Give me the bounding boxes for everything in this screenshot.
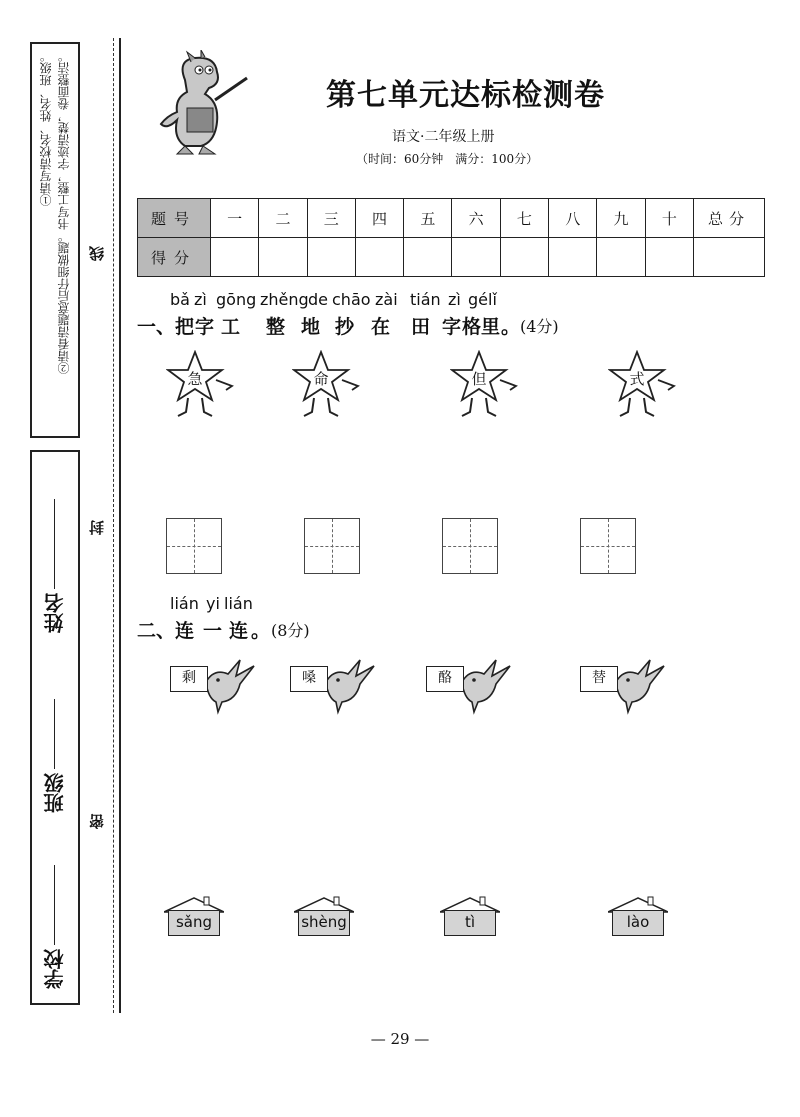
score-cell[interactable] (307, 238, 355, 277)
bird-char: 替 (580, 666, 618, 692)
title-char: 把 (175, 316, 195, 338)
title-char: 字 (195, 316, 215, 338)
score-cell[interactable] (404, 238, 452, 277)
question-col: 七 (500, 199, 548, 238)
section1-title (137, 312, 597, 338)
student-info-box (30, 450, 80, 1005)
pinyin: lǐ (488, 290, 497, 309)
title-char: 地 (301, 316, 321, 338)
title-char: 字 (442, 316, 462, 338)
house-pinyin: shèng (298, 910, 350, 936)
question-col: 四 (355, 199, 403, 238)
bird-character-card[interactable] (170, 656, 260, 716)
row-label-question: 题号 (138, 199, 211, 238)
page-number: — 29 — (370, 1030, 430, 1048)
section-number: 二、 (137, 620, 176, 642)
pinyin: chāo (332, 290, 371, 309)
class-label: 班级 (43, 773, 67, 813)
class-field[interactable] (40, 695, 69, 813)
seal-xian: 线 (88, 246, 106, 261)
section2-points: (8分) (271, 621, 310, 640)
question-col: 五 (404, 199, 452, 238)
tianzige-box[interactable] (442, 518, 498, 574)
pinyin: bǎ (170, 290, 190, 309)
pinyin: zhěng (260, 290, 309, 309)
house-pinyin: sǎng (168, 910, 220, 936)
star-character-card (450, 350, 520, 420)
score-cell[interactable] (645, 238, 693, 277)
notice-line-1: ①请写清校名、姓名、班级。 (39, 50, 53, 206)
pinyin: tián (410, 290, 441, 309)
score-cell[interactable] (211, 238, 259, 277)
house-pinyin-card[interactable] (608, 896, 668, 938)
name-blank[interactable] (54, 499, 55, 589)
tianzige-box[interactable] (166, 518, 222, 574)
score-cell[interactable] (549, 238, 597, 277)
question-col: 八 (549, 199, 597, 238)
title-char: 田 (411, 316, 431, 338)
question-col: 六 (452, 199, 500, 238)
question-col: 十 (645, 199, 693, 238)
title-char: 抄 (335, 316, 355, 338)
star-character-card (292, 350, 362, 420)
pinyin: lián (170, 594, 199, 613)
bird-char: 酪 (426, 666, 464, 692)
total-score-cell[interactable] (694, 238, 765, 277)
bird-character-card[interactable] (290, 656, 380, 716)
question-number-row (138, 199, 765, 238)
notice-box (30, 42, 80, 438)
pinyin: zài (375, 290, 398, 309)
score-row (138, 238, 765, 277)
score-cell[interactable] (452, 238, 500, 277)
title-char: 在 (371, 316, 391, 338)
title-period: 。 (251, 620, 271, 642)
cut-line-solid (119, 38, 121, 1013)
tianzige-box[interactable] (304, 518, 360, 574)
house-pinyin: tì (444, 910, 496, 936)
question-col: 九 (597, 199, 645, 238)
question-col: 一 (211, 199, 259, 238)
school-label: 学校 (43, 949, 67, 989)
subject-grade: 语文·二年级上册 (392, 129, 495, 145)
house-pinyin-card[interactable] (164, 896, 224, 938)
title-char: 里 (481, 316, 501, 338)
notice-line-2: ②请看清题意后仔细做题。书写工整，字迹清楚，卷面整洁。 (57, 50, 71, 374)
title-char: 连 (175, 620, 195, 642)
class-blank[interactable] (54, 699, 55, 769)
seal-feng: 封 (88, 520, 106, 535)
tianzige-box[interactable] (580, 518, 636, 574)
house-pinyin-card[interactable] (440, 896, 500, 938)
star-char: 式 (629, 370, 645, 388)
section2-title (137, 616, 397, 642)
pinyin: zì (448, 290, 461, 309)
dinosaur-teacher-icon (155, 50, 255, 160)
title-char: 连 (229, 620, 249, 642)
total-col: 总分 (694, 199, 765, 238)
school-blank[interactable] (54, 865, 55, 945)
star-char: 命 (313, 370, 329, 388)
bird-char: 嗓 (290, 666, 328, 692)
house-pinyin: lào (612, 910, 664, 936)
score-cell[interactable] (597, 238, 645, 277)
title-char: 一 (203, 620, 223, 642)
pinyin: gé (468, 290, 488, 309)
score-cell[interactable] (355, 238, 403, 277)
score-table (137, 198, 765, 277)
cut-line-dashed (113, 38, 114, 1013)
star-character-card (608, 350, 678, 420)
row-label-score: 得分 (138, 238, 211, 277)
score-cell[interactable] (500, 238, 548, 277)
section2-pinyin (0, 594, 800, 614)
bird-character-card[interactable] (426, 656, 516, 716)
question-col: 三 (307, 199, 355, 238)
star-character-card (166, 350, 236, 420)
question-col: 二 (259, 199, 307, 238)
pinyin: gōng (216, 290, 257, 309)
school-field[interactable] (40, 861, 69, 989)
name-label: 姓名 (43, 593, 67, 633)
title-char: 格 (462, 316, 482, 338)
page-title: 第七单元达标检测卷 (326, 78, 605, 113)
section1-points: (4分) (520, 317, 559, 336)
section1-pinyin (0, 290, 800, 310)
pinyin: yi (206, 594, 220, 613)
seal-mi: 密 (88, 814, 106, 829)
star-char: 急 (187, 370, 203, 388)
time-score-info: （时间：60分钟 满分：100分） (356, 152, 539, 166)
section-number: 一、 (137, 316, 176, 338)
pinyin: de (308, 290, 328, 309)
score-cell[interactable] (259, 238, 307, 277)
title-period: 。 (501, 316, 521, 338)
bird-character-card[interactable] (580, 656, 670, 716)
title-char: 整 (266, 316, 286, 338)
house-pinyin-card[interactable] (294, 896, 354, 938)
star-char: 但 (471, 370, 487, 388)
title-char: 工 (221, 316, 241, 338)
pinyin: lián (224, 594, 253, 613)
bird-char: 剩 (170, 666, 208, 692)
pinyin: zì (194, 290, 207, 309)
